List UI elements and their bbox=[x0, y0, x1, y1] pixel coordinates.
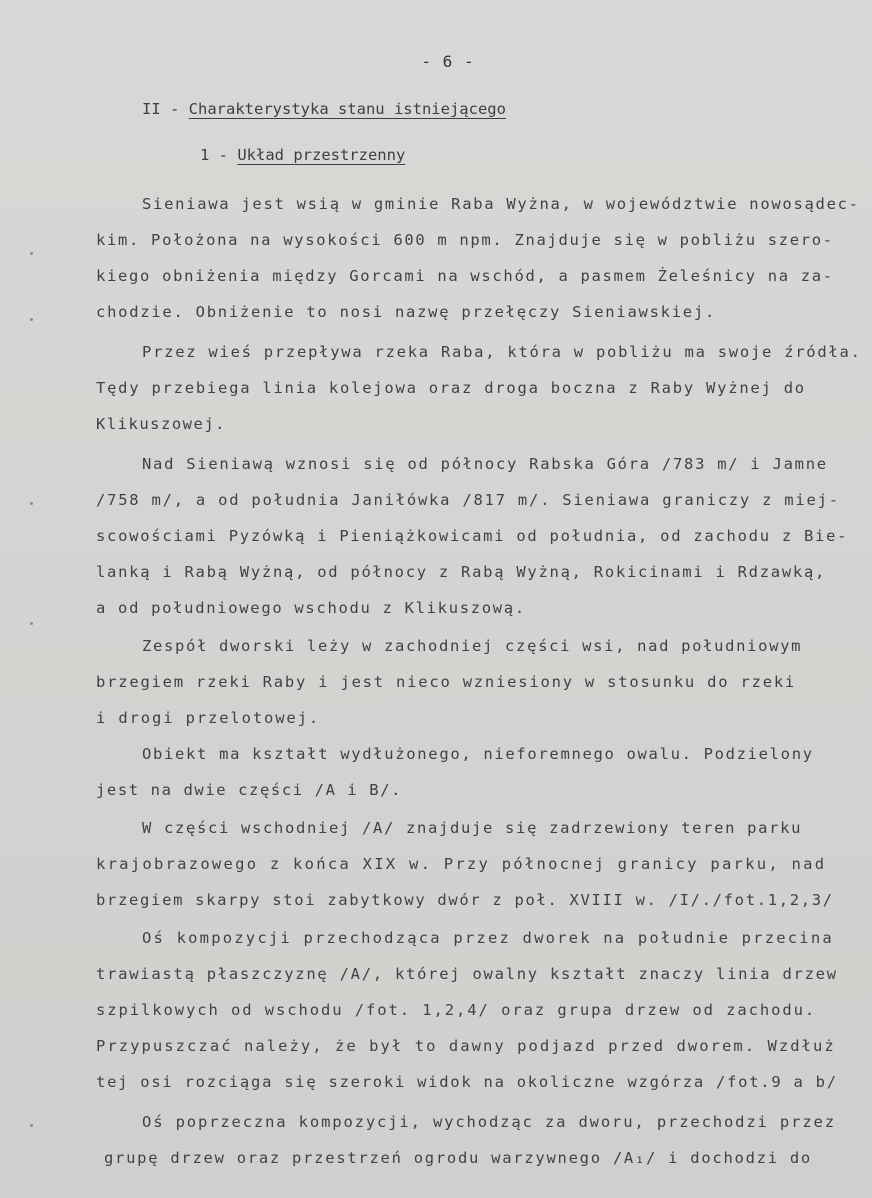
text-line: Zespół dworski leży w zachodniej części wsi, nad południowym bbox=[142, 637, 803, 655]
margin-dot bbox=[30, 252, 33, 255]
margin-dot bbox=[30, 622, 33, 625]
text-line: kiego obniżenia między Gorcami na wschód, a pasmem Żeleśnicy na za- bbox=[96, 267, 834, 285]
subsection-heading-title: Układ przestrzenny bbox=[237, 146, 406, 164]
text-line: jest na dwie części /A i B/. bbox=[96, 781, 403, 799]
text-line: brzegiem rzeki Raby i jest nieco wzniesiony w stosunku do rzeki bbox=[96, 673, 797, 691]
section-heading-title: Charakterystyka stanu istniejącego bbox=[188, 100, 506, 118]
text-line: grupę drzew oraz przestrzeń ogrodu warzywnego /A₁/ i dochodzi do bbox=[104, 1149, 812, 1167]
text-line: kim. Położona na wysokości 600 m npm. Znajduje się w pobliżu szero- bbox=[96, 231, 834, 249]
text-line: Przez wieś przepływa rzeka Raba, która w pobliżu ma swoje źródła. bbox=[142, 343, 862, 361]
text-line: Sieniawa jest wsią w gminie Raba Wyżna, w województwie nowosądec- bbox=[142, 195, 860, 213]
text-line: i drogi przelotowej. bbox=[96, 709, 321, 727]
text-line: tej osi rozciąga się szeroki widok na okoliczne wzgórza /fot.9 a b/ bbox=[96, 1073, 838, 1091]
text-line: chodzie. Obniżenie to nosi nazwę przełęczy Sieniawskiej. bbox=[96, 303, 717, 321]
text-line: krajobrazowego z końca XIX w. Przy północnej granicy parku, nad bbox=[96, 855, 827, 873]
text-line: scowościami Pyzówką i Pieniążkowicami od południa, od zachodu z Bie- bbox=[96, 527, 849, 545]
text-line: Oś poprzeczna kompozycji, wychodząc za dworu, przechodzi przez bbox=[142, 1113, 836, 1131]
text-line: Oś kompozycji przechodząca przez dworek na południe przecina bbox=[142, 929, 834, 947]
subsection-heading-prefix: 1 - bbox=[200, 146, 238, 164]
text-line: Obiekt ma kształt wydłużonego, nieforemnego owalu. Podzielony bbox=[142, 745, 814, 763]
text-line: trawiastą płaszczyznę /A/, której owalny kształt znaczy linia drzew bbox=[96, 965, 838, 983]
text-line: brzegiem skarpy stoi zabytkowy dwór z poł. XVIII w. /I/./fot.1,2,3/ bbox=[96, 891, 834, 909]
text-line: Tędy przebiega linia kolejowa oraz droga boczna z Raby Wyżnej do bbox=[96, 379, 806, 397]
text-line: W części wschodniej /A/ znajduje się zadrzewiony teren parku bbox=[142, 819, 803, 837]
margin-dot bbox=[30, 1124, 33, 1127]
text-line: Nad Sieniawą wznosi się od północy Rabska Góra /783 m/ i Jamne bbox=[142, 455, 828, 473]
text-line: Klikuszowej. bbox=[96, 415, 226, 433]
section-heading bbox=[142, 100, 506, 118]
subsection-heading bbox=[200, 146, 405, 164]
margin-dot bbox=[30, 318, 33, 321]
text-line: Przypuszczać należy, że był to dawny podjazd przed dworem. Wzdłuż bbox=[96, 1037, 836, 1055]
text-line: a od południowego wschodu z Klikuszową. bbox=[96, 599, 526, 617]
text-line: szpilkowych od wschodu /fot. 1,2,4/ oraz grupa drzew od zachodu. bbox=[96, 1001, 817, 1019]
margin-dot bbox=[30, 502, 33, 505]
page-number: - 6 - bbox=[421, 52, 475, 71]
text-line: lanką i Rabą Wyżną, od północy z Rabą Wyżną, Rokicinami i Rdzawką, bbox=[96, 563, 827, 581]
text-line: /758 m/, a od południa Janiłówka /817 m/. Sieniawa graniczy z miej- bbox=[96, 491, 840, 509]
section-heading-prefix: II - bbox=[142, 100, 189, 118]
